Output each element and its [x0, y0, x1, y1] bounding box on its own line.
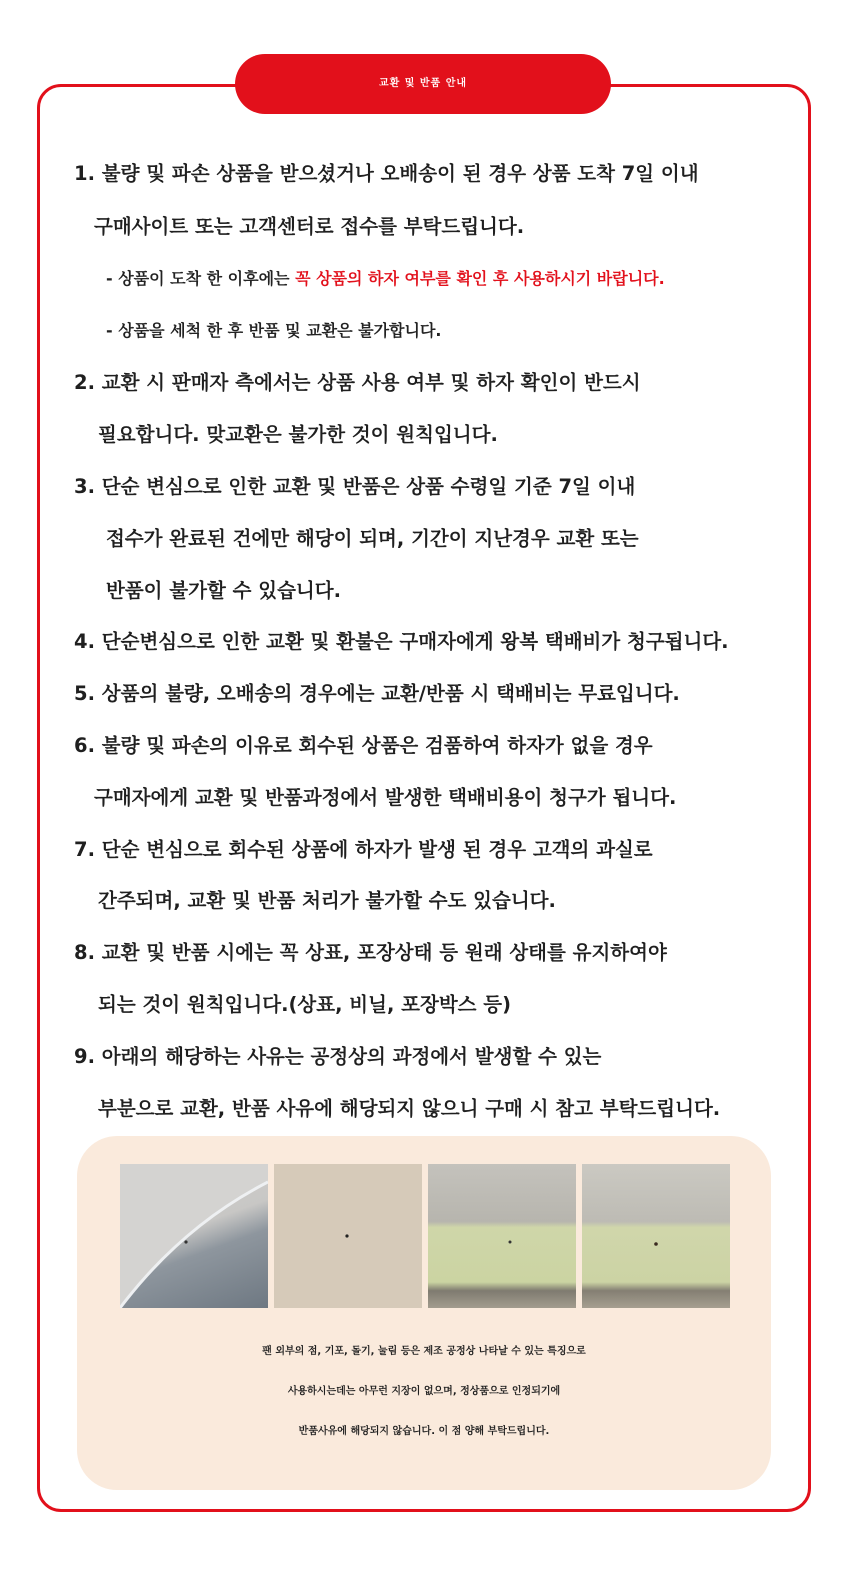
sub-note-2: - 상품을 세척 한 후 반품 및 교환은 불가합니다.	[106, 321, 442, 340]
item-line: 1. 불량 및 파손 상품을 받으셨거나 오배송이 된 경우 상품 도착 7일 이내	[74, 162, 699, 185]
item-line: 구매자에게 교환 및 반품과정에서 발생한 택배비용이 청구가 됩니다.	[94, 786, 677, 809]
item-line: 6. 불량 및 파손의 이유로 회수된 상품은 검품하여 하자가 없을 경우	[74, 734, 653, 757]
item-line: 5. 상품의 불량, 오배송의 경우에는 교환/반품 시 택배비는 무료입니다.	[74, 682, 680, 705]
item-line: 9. 아래의 해당하는 사유는 공정상의 과정에서 발생할 수 있는	[74, 1045, 602, 1068]
item-line: 4. 단순변심으로 인한 교환 및 환불은 구매자에게 왕복 택배비가 청구됩니다.	[74, 630, 729, 653]
item-line: 간주되며, 교환 및 반품 처리가 불가할 수도 있습니다.	[98, 889, 556, 912]
pan-edge-photo	[120, 1164, 268, 1308]
item-line: 3. 단순 변심으로 인한 교환 및 반품은 상품 수령일 기준 7일 이내	[74, 475, 636, 498]
sub-note-1-prefix: - 상품이 도착 한 이후에는	[106, 269, 296, 288]
item-line: 구매사이트 또는 고객센터로 접수를 부탁드립니다.	[94, 215, 525, 238]
item-line: 2. 교환 시 판매자 측에서는 상품 사용 여부 및 하자 확인이 반드시	[74, 371, 641, 394]
note-line: 반품사유에 해당되지 않습니다. 이 점 양해 부탁드립니다.	[298, 1426, 550, 1437]
item-line: 필요합니다. 맞교환은 불가한 것이 원칙입니다.	[98, 423, 498, 446]
pan-surface-photo	[274, 1164, 422, 1308]
sub-note-1	[106, 266, 665, 289]
note-line: 사용하시는데는 아무런 지장이 없으며, 정상품으로 인정되기에	[287, 1386, 561, 1397]
sub-note-1-highlight: 꼭 상품의 하자 여부를 확인 후 사용하시기 바랍니다.	[295, 269, 665, 288]
item-line: 7. 단순 변심으로 회수된 상품에 하자가 발생 된 경우 고객의 과실로	[74, 838, 653, 861]
note-line: 팬 외부의 점, 기포, 돌기, 눌림 등은 제조 공정상 나타날 수 있는 특징으로	[262, 1346, 586, 1357]
item-line: 반품이 불가할 수 있습니다.	[106, 579, 341, 602]
item-line: 접수가 완료된 건에만 해당이 되며, 기간이 지난경우 교환 또는	[106, 527, 639, 550]
page-title: 교환 및 반품 안내	[235, 54, 611, 114]
pan-rim-photo-2	[582, 1164, 730, 1308]
item-line: 부분으로 교환, 반품 사유에 해당되지 않으니 구매 시 참고 부탁드립니다.	[98, 1097, 721, 1120]
item-line: 8. 교환 및 반품 시에는 꼭 상표, 포장상태 등 원래 상태를 유지하여야	[74, 941, 667, 964]
pan-rim-photo-1	[428, 1164, 576, 1308]
item-line: 되는 것이 원칙입니다.(상표, 비닐, 포장박스 등)	[98, 993, 512, 1016]
